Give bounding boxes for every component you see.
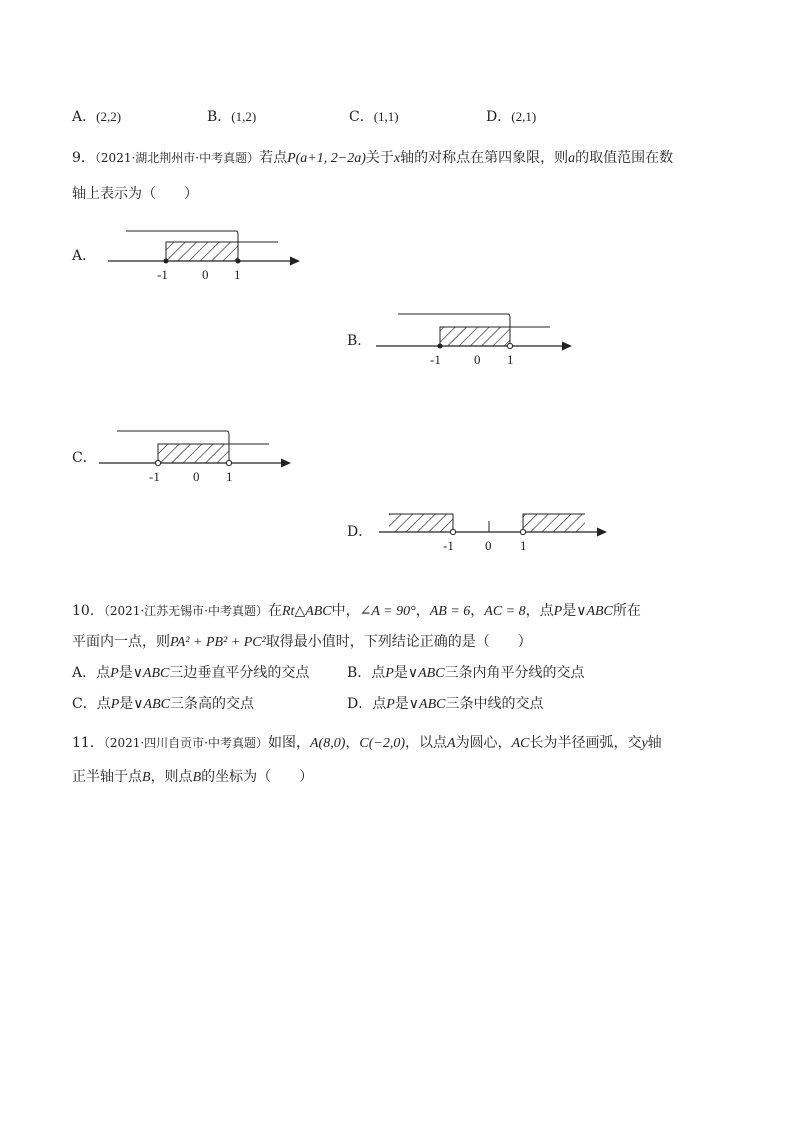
q8-option-c-letter: C． [349, 109, 374, 125]
tick-zero: 0 [485, 538, 492, 553]
q10-ac: AC = 8 [484, 604, 526, 619]
q11-text: 轴 [647, 735, 662, 751]
open-dot [507, 343, 512, 348]
closed-dot [236, 259, 241, 264]
q10-option-text: 点 [372, 696, 387, 712]
q10-option-text: 点 [96, 696, 111, 712]
closed-dot [164, 259, 169, 264]
q9-option-d-numberline [375, 506, 615, 558]
q9-option-c-label[interactable]: C． [72, 450, 97, 466]
q11-point-a: A(8,0) [310, 736, 346, 751]
q9-text: 若点 [259, 150, 288, 166]
tick-zero: 0 [474, 352, 481, 367]
q11-text: ，以点 [405, 735, 447, 751]
q10-text: 取得最小值时，下列结论正确的是（ ） [265, 634, 532, 650]
q10-option-tri: ∨ABC [132, 666, 170, 681]
q8-option-b-letter: B． [207, 109, 232, 125]
q8-option-b-value: (1,2) [231, 109, 257, 124]
q10-option-p: P [110, 666, 119, 681]
arrow-icon [597, 528, 607, 537]
q11-text: 长为半径画弧，交 [529, 735, 642, 751]
q8-option-a-letter: A． [72, 109, 97, 125]
tick-zero: 0 [202, 267, 209, 282]
q10-triangle: Rt△ABC [282, 604, 332, 619]
open-dot [520, 529, 525, 534]
arrow-icon [281, 459, 291, 468]
q10-text: ，点 [525, 603, 554, 619]
q10-option-c[interactable] [72, 694, 254, 715]
tick-neg1: -1 [157, 267, 168, 282]
q9-option-a-label[interactable]: A． [72, 248, 97, 264]
q10-option-d[interactable] [347, 694, 544, 715]
q9-source: （2021·湖北荆州市·中考真题） [94, 151, 260, 165]
tick-one: 1 [507, 352, 514, 367]
q8-option-d[interactable] [486, 106, 536, 126]
q9-text: 轴的对称点在第四象限，则 [400, 150, 569, 166]
open-dot [226, 460, 231, 465]
q10-option-p: P [110, 697, 120, 712]
q11-text: 的坐标为（ ） [201, 769, 314, 785]
q9-axis-var: x [393, 151, 401, 166]
q11-var: B [192, 770, 202, 785]
q8-option-a[interactable] [72, 106, 121, 126]
q11-text: 正半轴于点 [72, 769, 142, 785]
q10-option-b-letter: B． [347, 665, 372, 681]
open-dot [450, 529, 455, 534]
q11-text: 如图， [268, 735, 310, 751]
q11-var: y [641, 736, 648, 751]
tick-one: 1 [226, 469, 233, 484]
q10-option-tri: ∨ABC [133, 697, 170, 712]
q11-stem-line2 [72, 767, 313, 788]
arrow-icon [290, 257, 300, 266]
q8-option-c-value: (1,1) [373, 109, 399, 124]
q10-text: ， [470, 603, 485, 619]
q11-stem-line1 [72, 733, 662, 754]
q10-text: 平面内一点，则 [72, 634, 170, 650]
q8-option-b[interactable] [207, 106, 256, 126]
q8-option-a-value: (2,2) [96, 109, 122, 124]
q10-expr: PA² + PB² + PC² [170, 635, 266, 650]
q10-text: ， [415, 603, 430, 619]
q10-option-d-letter: D． [347, 696, 373, 712]
q10-option-tri: ∨ABC [408, 697, 446, 712]
q10-tri: ∨ABC [576, 604, 613, 619]
q10-text: 所在 [612, 603, 641, 619]
q10-option-text: 是 [394, 696, 409, 712]
q10-option-text: 是 [119, 696, 134, 712]
closed-dot [438, 344, 443, 349]
q11-var: AC [511, 736, 530, 751]
q11-var: A [447, 736, 456, 751]
q10-option-text: 三条中线的交点 [445, 696, 544, 712]
tick-one: 1 [234, 267, 241, 282]
q10-option-text: 点 [371, 665, 386, 681]
q10-option-text: 点 [96, 665, 111, 681]
q10-source: （2021·江苏无锡市·中考真题） [103, 604, 268, 618]
q10-option-b[interactable] [347, 663, 585, 684]
q10-angle: ∠A = 90° [359, 604, 416, 619]
arrow-icon [562, 342, 572, 351]
q10-text: 中， [331, 603, 360, 619]
q9-option-a-numberline [100, 225, 310, 285]
q11-text: ，则点 [150, 769, 193, 785]
q10-stem-line1 [72, 601, 641, 622]
q10-option-text: 三条高的交点 [169, 696, 254, 712]
q10-option-text: 三边垂直平分线的交点 [169, 665, 310, 681]
q11-text: 为圆心， [455, 735, 512, 751]
q9-option-c-numberline [95, 426, 305, 486]
q10-option-p: P [386, 697, 395, 712]
tick-neg1: -1 [443, 538, 454, 553]
q9-var-a: a [568, 151, 576, 166]
tick-neg1: -1 [430, 352, 441, 367]
q10-option-a-letter: A． [72, 665, 97, 681]
q10-option-text: 是 [118, 665, 133, 681]
q10-ab: AB = 6 [429, 604, 471, 619]
q9-text: 关于 [365, 150, 394, 166]
q9-option-b-numberline [370, 310, 580, 370]
q10-option-c-letter: C． [72, 696, 97, 712]
q10-p: P [553, 604, 563, 619]
q10-text: 在 [268, 603, 282, 619]
q10-option-text: 是 [393, 665, 408, 681]
q10-stem-line2 [72, 632, 532, 653]
tick-zero: 0 [193, 469, 200, 484]
q11-point-c: C(−2,0) [359, 736, 405, 751]
q10-option-tri: ∨ABC [407, 666, 445, 681]
q10-number: 10． [72, 603, 104, 619]
q8-option-d-letter: D． [486, 109, 512, 125]
q11-text: ， [345, 735, 360, 751]
tick-neg1: -1 [149, 469, 160, 484]
q10-option-p: P [385, 666, 394, 681]
q10-option-a[interactable] [72, 663, 309, 684]
q11-source: （2021·四川自贡市·中考真题） [103, 736, 268, 750]
q11-number: 11． [72, 735, 104, 751]
open-dot [155, 460, 160, 465]
q9-option-b-label[interactable]: B． [347, 333, 372, 349]
tick-one: 1 [520, 538, 527, 553]
q9-stem-line1 [72, 148, 673, 169]
q8-option-d-value: (2,1) [511, 109, 537, 124]
q8-option-c[interactable] [349, 106, 399, 126]
q11-var: B [142, 770, 151, 785]
q9-option-d-label[interactable]: D． [347, 524, 373, 540]
q9-point-expr: P(a+1, 2−2a) [287, 151, 366, 166]
q9-number: 9． [72, 150, 95, 166]
q10-option-text: 三条内角平分线的交点 [444, 665, 585, 681]
q9-text: 的取值范围在数 [575, 150, 674, 166]
q9-stem-line2: 轴上表示为（ ） [72, 186, 198, 202]
q10-text: 是 [562, 603, 577, 619]
